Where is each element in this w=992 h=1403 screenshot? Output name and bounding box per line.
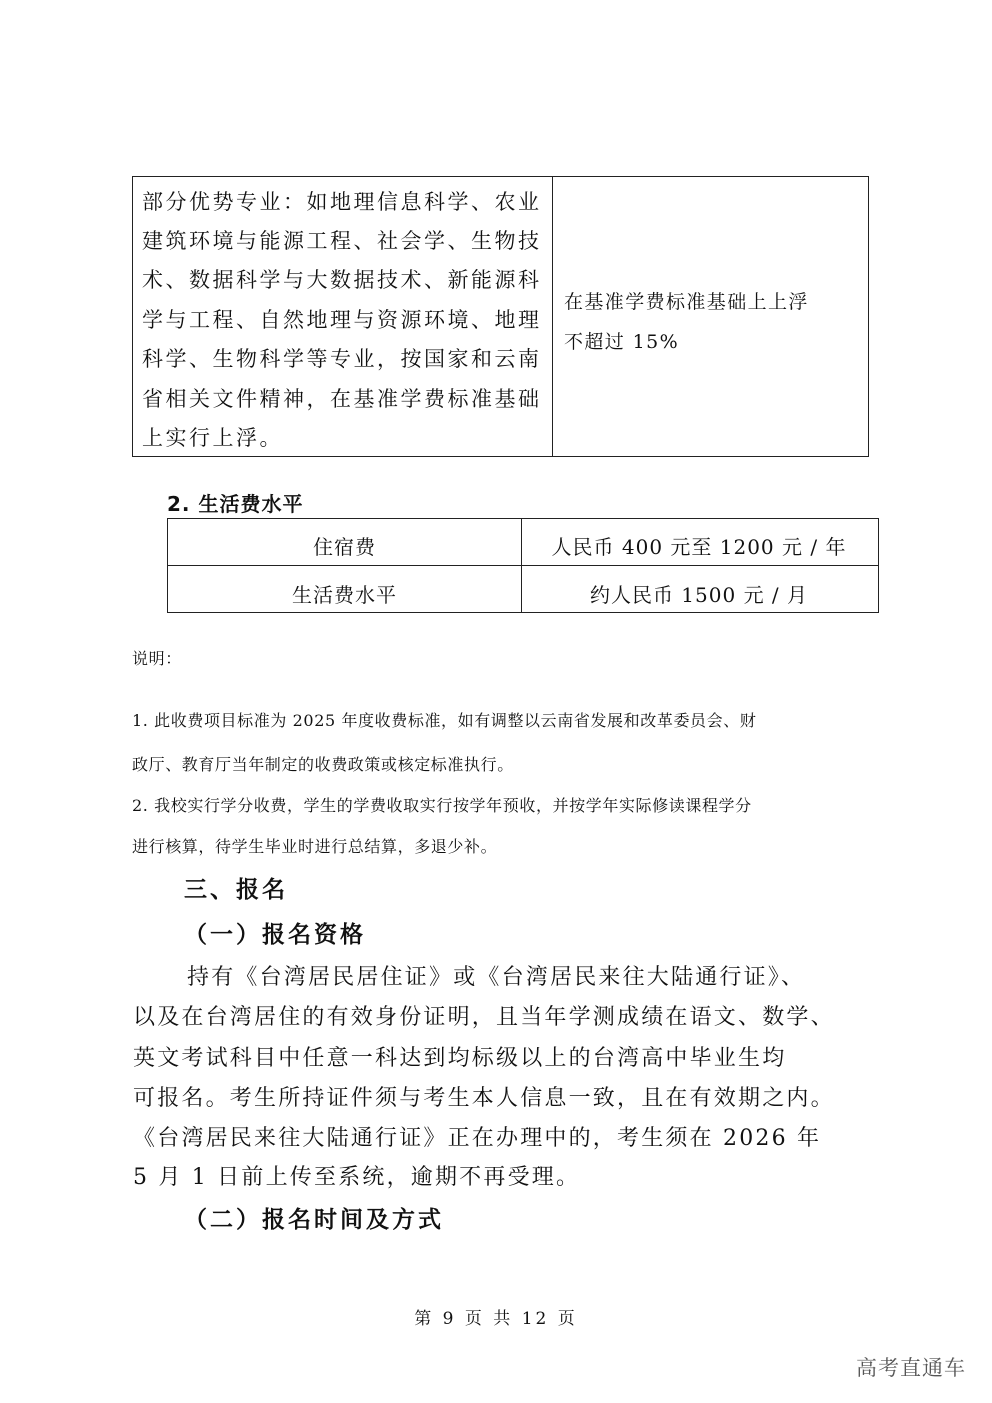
paragraph-line: 可报名。考生所持证件须与考生本人信息一致，且在有效期之内。 [133,1086,835,1111]
tuition-left-line: 术、数据科学与大数据技术、新能源科 [142,268,542,292]
note-line: 政厅、教育厅当年制定的收费政策或核定标准执行。 [132,755,514,774]
tuition-right-line: 不超过 15% [564,331,680,353]
paragraph-line: 英文考试科目中任意一科达到均标级以上的台湾高中毕业生均 [133,1046,787,1071]
tuition-left-line: 省相关文件精神，在基准学费标准基础 [142,387,542,411]
watermark: 高考直通车 [856,1356,966,1380]
tuition-right-line: 在基准学费标准基础上上浮 [564,291,809,313]
living-cost-heading: 2. 生活费水平 [167,492,304,516]
subsection-title: （二）报名时间及方式 [184,1207,444,1233]
living-cost-item: 住宿费 [313,535,376,559]
living-cost-value: 人民币 400 元至 1200 元 / 年 [551,535,847,559]
living-cost-table [167,518,879,613]
table-divider [168,565,878,566]
note-line: 2. 我校实行学分收费，学生的学费收取实行按学年预收，并按学年实际修读课程学分 [132,796,752,815]
tuition-left-line: 部分优势专业：如地理信息科学、农业 [142,190,542,214]
tuition-left-line: 建筑环境与能源工程、社会学、生物技 [142,229,542,253]
paragraph-line: 《台湾居民来往大陆通行证》正在办理中的，考生须在 2026 年 [133,1126,822,1151]
notes-label: 说明： [132,649,182,668]
section-title: 三、报名 [184,877,288,903]
note-line: 进行核算，待学生毕业时进行总结算，多退少补。 [132,837,498,856]
subsection-title: （一）报名资格 [184,922,366,948]
tuition-left-line: 科学、生物科学等专业，按国家和云南 [142,347,542,371]
tuition-left-line: 上实行上浮。 [142,426,283,450]
paragraph-line: 5 月 1 日前上传至系统，逾期不再受理。 [133,1165,581,1190]
living-cost-item: 生活费水平 [292,583,397,607]
page-footer: 第 9 页 共 12 页 [414,1309,578,1329]
note-line: 1. 此收费项目标准为 2025 年度收费标准，如有调整以云南省发展和改革委员会、财 [132,711,757,730]
paragraph-line: 持有《台湾居民居住证》或《台湾居民来往大陆通行证》、 [187,965,806,990]
living-cost-value: 约人民币 1500 元 / 月 [589,583,809,607]
paragraph-line: 以及在台湾居住的有效身份证明，且当年学测成绩在语文、数学、 [133,1005,835,1030]
tuition-left-line: 学与工程、自然地理与资源环境、地理 [142,308,542,332]
